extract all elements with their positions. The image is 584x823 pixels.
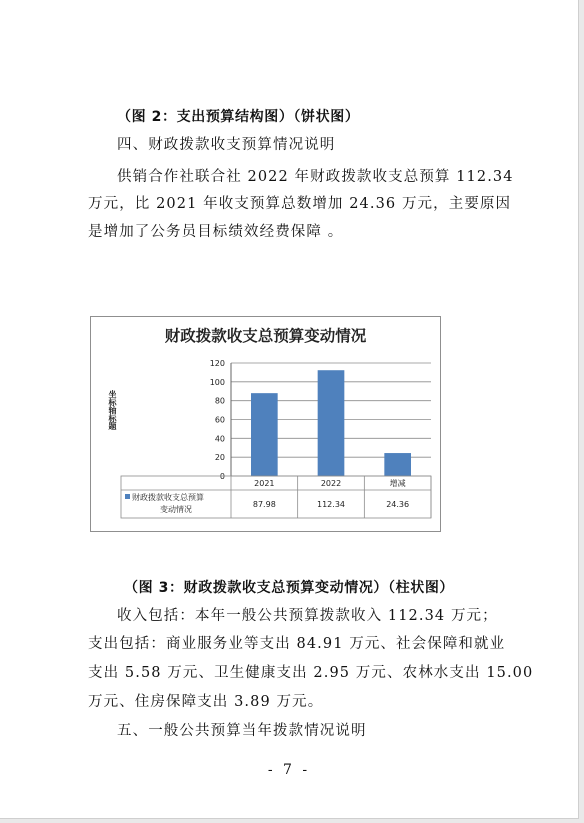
- y-tick-label: 60: [214, 415, 225, 425]
- y-tick-label: 0: [219, 472, 225, 481]
- section-4-heading: 四、财政拨款收支预算情况说明: [117, 137, 336, 153]
- paragraph-line: 万元、住房保障支出 3.89 万元。: [88, 694, 324, 710]
- y-tick-label: 120: [209, 359, 225, 368]
- x-tick-label: 2021: [254, 479, 275, 488]
- bar: [251, 393, 278, 476]
- legend-label: 财政拨款收支总预算: [132, 493, 204, 502]
- data-label: 112.34: [317, 500, 345, 509]
- y-axis-label: 坐标轴标题: [108, 390, 117, 430]
- y-tick-label: 20: [214, 453, 225, 463]
- chart-title: 财政拨款收支总预算变动情况: [164, 327, 367, 345]
- legend-label: 变动情况: [160, 505, 192, 514]
- bar-chart: [90, 316, 441, 532]
- paragraph-line: 万元，比 2021 年收支预算总数增加 24.36 万元，主要原因: [88, 196, 512, 212]
- paragraph-line: 收入包括：本年一般公共预算拨款收入 112.34 万元；: [117, 608, 498, 624]
- data-label: 24.36: [386, 500, 410, 509]
- x-tick-label: 增减: [389, 479, 406, 488]
- y-tick-label: 40: [214, 434, 225, 444]
- data-label: 87.98: [252, 500, 276, 509]
- paragraph-line: 是增加了公务员目标绩效经费保障 。: [88, 224, 344, 240]
- legend-swatch: [125, 494, 130, 499]
- paragraph-line: 供销合作社联合社 2022 年财政拨款收支总预算 112.34: [117, 169, 514, 185]
- y-tick-label: 100: [209, 377, 225, 387]
- bar-chart-caption: （图 3：财政拨款收支总预算变动情况）（柱状图）: [124, 580, 455, 596]
- pie-chart-caption: （图 2：支出预算结构图）（饼状图）: [117, 109, 360, 125]
- bar: [318, 370, 345, 476]
- chart-plot: [91, 317, 440, 531]
- paragraph-line: 支出包括：商业服务业等支出 84.91 万元、社会保障和就业: [88, 636, 506, 652]
- y-tick-label: 80: [214, 396, 225, 406]
- x-tick-label: 2022: [320, 479, 342, 488]
- paragraph-line: 支出 5.58 万元、卫生健康支出 2.95 万元、农林水支出 15.00: [88, 665, 534, 681]
- page-number: - 7 -: [267, 762, 311, 778]
- bar: [384, 453, 411, 476]
- section-5-heading: 五、一般公共预算当年拨款情况说明: [117, 723, 367, 739]
